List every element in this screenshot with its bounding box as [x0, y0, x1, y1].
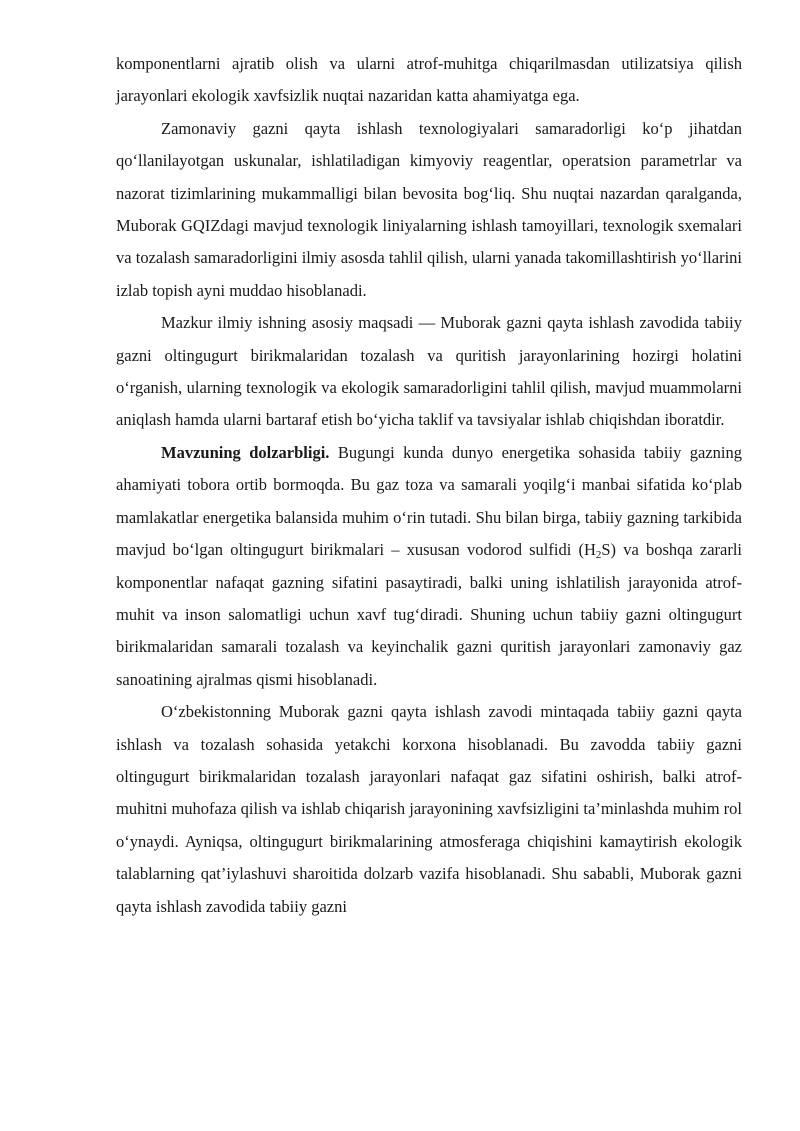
- paragraph-muborak-plant: O‘zbekistonning Muborak gazni qayta ishlash zavodi mintaqada tabiiy gazni qayta ishlash va tozalash sohasida yetakchi korxona hisoblanadi. Bu zavodda tabiiy gazni oltingugurt birikmalaridan tozalash jarayonlari nafaqat gaz sifatini oshirish, balki atrof-muhitni muhofaza qilish va ishlab chiqarish jarayonining xavfsizligini ta’minlashda muhim rol o‘ynaydi. Ayniqsa, oltingugurt birikmalarining atmosferaga chiqishini kamaytirish ekologik talablarning qat’iylashuvi sharoitida dolzarb vazifa hisoblanadi. Shu sababli, Muborak gazni qayta ishlash zavodida tabiiy gazni: [116, 702, 742, 916]
- paragraph-goal: Mazkur ilmiy ishning asosiy maqsadi — Muborak gazni qayta ishlash zavodida tabiiy gazni oltingugurt birikmalaridan tozalash va quritish jarayonlarining hozirgi holatini o‘rganish, ularning texnologik va ekologik samaradorligini tahlil qilish, mavjud muammolarni aniqlash hamda ularni bartaraf etish bo‘yicha taklif va tavsiyalar ishlab chiqishdan iboratdir.: [116, 313, 742, 430]
- document-body: [116, 48, 742, 923]
- h2s-subscript: 2: [595, 549, 602, 562]
- paragraph-continuation: komponentlarni ajratib olish va ularni atrof-muhitga chiqarilmasdan utilizatsiya qilish jarayonlari ekologik xavfsizlik nuqtai nazaridan katta ahamiyatga ega.: [116, 54, 742, 106]
- paragraph-relevance: [116, 437, 742, 696]
- relevance-text-part2: S) va boshqa zararli komponentlar nafaqat gazning sifatini pasaytiradi, balki uning ishlatilish jarayonida atrof-muhit va inson salomatligi uchun xavf tug‘diradi. Shuning uchun tabiiy gazni oltingugurt birikmalaridan samarali tozalash va keyinchalik gazni quritish jarayonlari zamonaviy gaz sanoatining ajralmas qismi hisoblanadi.: [116, 540, 742, 689]
- paragraph-technology: Zamonaviy gazni qayta ishlash texnologiyalari samaradorligi ko‘p jihatdan qo‘llanilayotgan uskunalar, ishlatiladigan kimyoviy reagentlar, operatsion parametrlar va nazorat tizimlarining mukammalligi bilan bevosita bog‘liq. Shu nuqtai nazardan qaralganda, Muborak GQIZdagi mavjud texnologik liniyalarning ishlash tamoyillari, texnologik sxemalari va tozalash samaradorligini ilmiy asosda tahlil qilish, ularni yanada takomillashtirish yo‘llarini izlab topish ayni muddao hisoblanadi.: [116, 118, 742, 300]
- relevance-text-part1: Bugungi kunda dunyo energetika sohasida tabiiy gazning ahamiyati tobora ortib bormoqda. Bu gaz toza va samarali yoqilg‘i manbai sifatida ko‘plab mamlakatlar energetika balansida muhim o‘rin tutadi. Shu bilan birga, tabiiy gazning tarkibida mavjud bo‘lgan oltingugurt birikmalari – xususan vodorod sulfidi (H: [116, 442, 742, 560]
- relevance-heading: Mavzuning dolzarbligi.: [161, 442, 330, 462]
